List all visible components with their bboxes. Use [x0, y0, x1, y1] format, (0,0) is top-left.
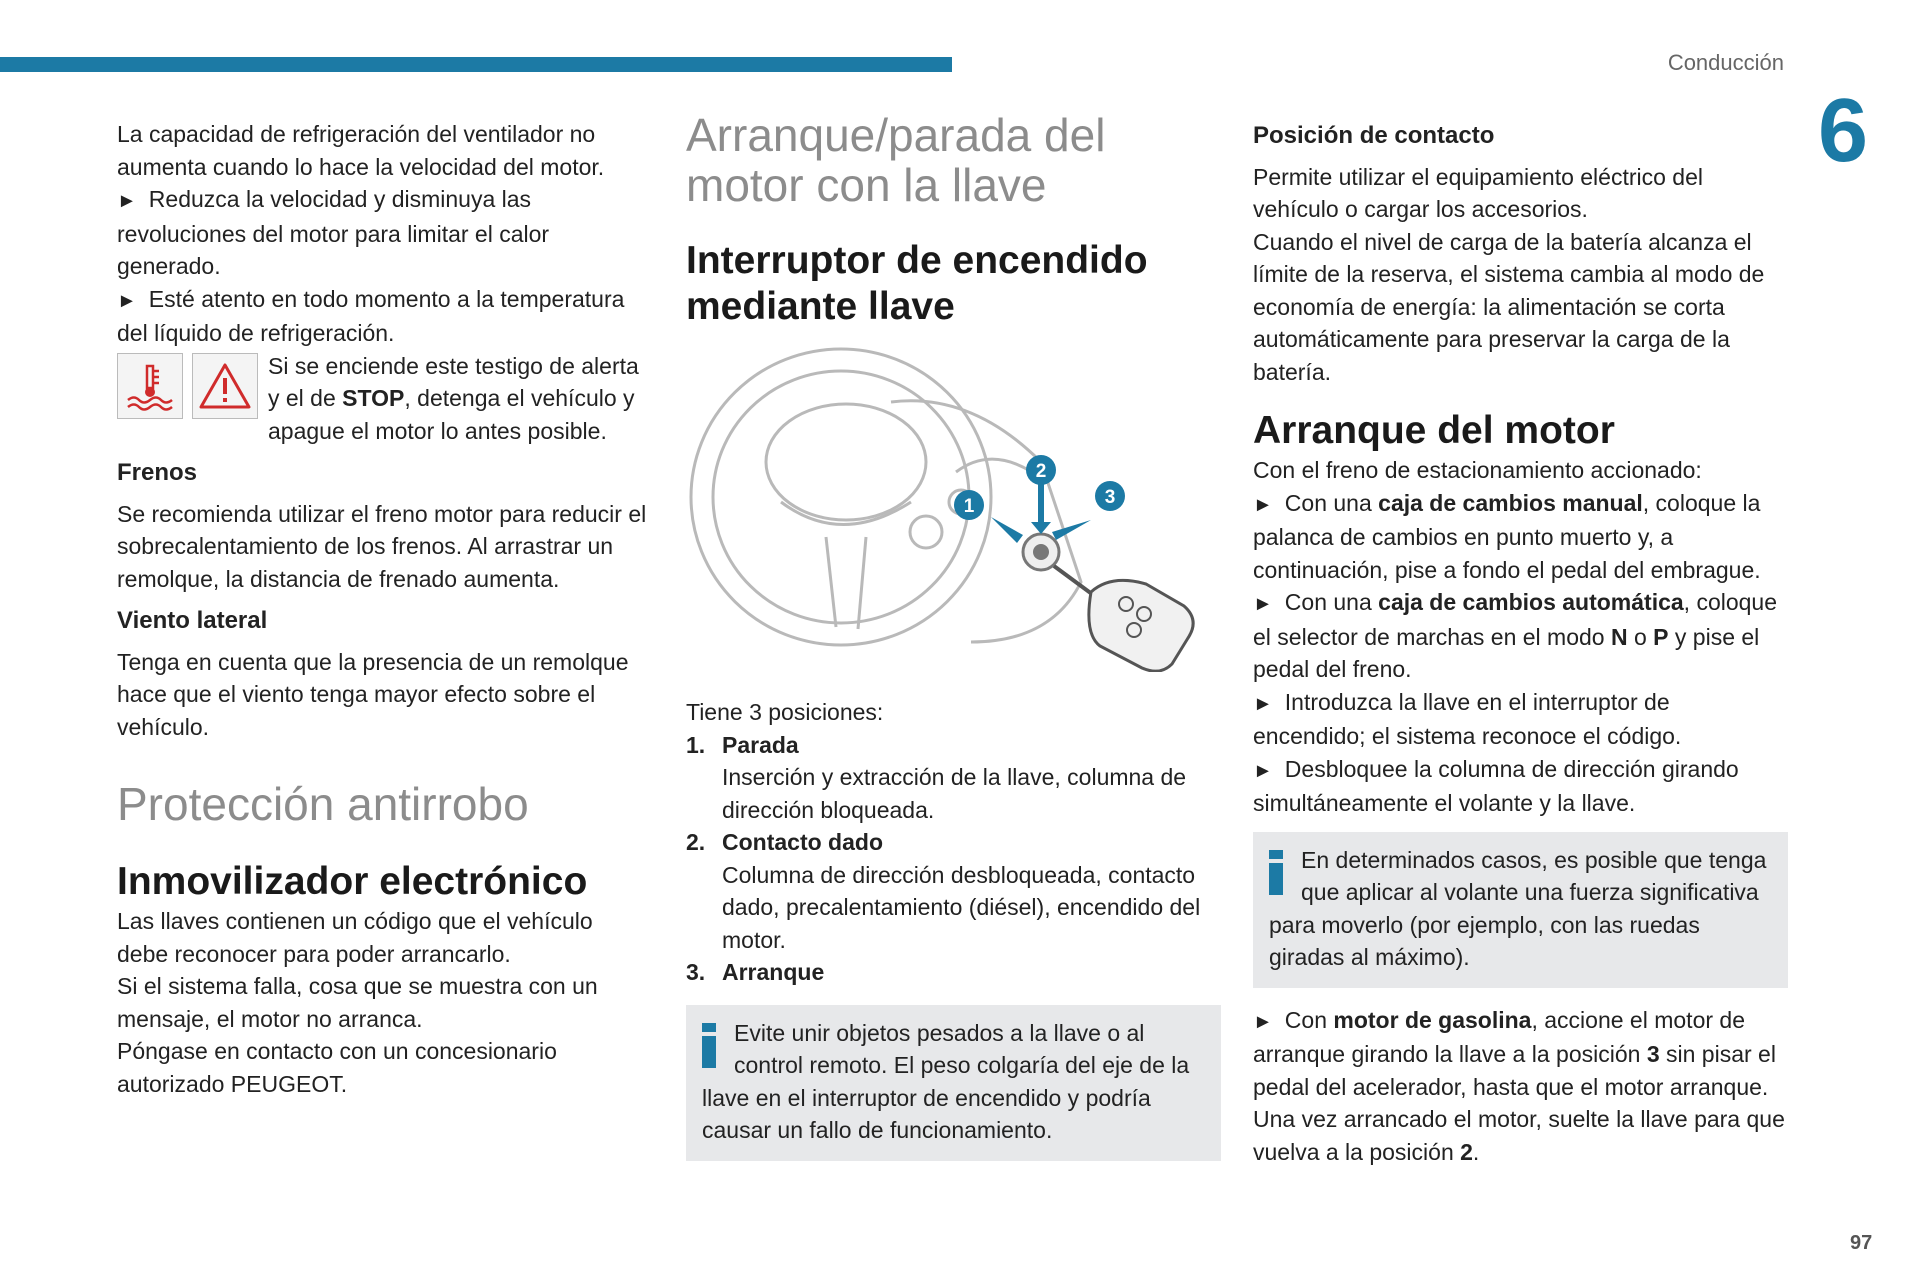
bullet-manual-gearbox: ► Con una caja de cambios manual, coloque la palanca de cambios en punto muerto y, a continuación, pise a fondo el pedal del embrague.: [1253, 487, 1788, 587]
inmovilizador-text-3: Póngase en contacto con un concesionario autorizado PEUGEOT.: [117, 1038, 557, 1097]
ignition-illustration: [686, 342, 1221, 672]
posicion-contacto-text-2: Cuando el nivel de carga de la batería alcanza el límite de la reserva, el sistema cambia al modo de economía de energía: la alimentación se corta automáticamente para preservar la carga de la batería.: [1253, 228, 1765, 385]
posicion-contacto-text-1: Permite utilizar el equipamiento eléctrico del vehículo o cargar los accesorios.: [1253, 163, 1703, 222]
callout-3-label: 3: [1104, 487, 1116, 508]
top-accent-bar: [0, 57, 952, 72]
info-text-key-weight: Evite unir objetos pesados a la llave o al control remoto. El peso colgaría del eje de la llave en el interruptor de encendido y podría causar un fallo de funcionamiento.: [702, 1019, 1190, 1143]
bullet-insert-key: ► Introduzca la llave en el interruptor de encendido; el sistema reconoce el código.: [1253, 686, 1788, 753]
callout-1-label: 1: [963, 496, 975, 517]
info-icon: [702, 1023, 720, 1068]
interruptor-title: Interruptor de encendido mediante llave: [686, 239, 1148, 328]
position-title: Contacto dado: [722, 829, 883, 855]
position-title: Arranque: [722, 959, 825, 985]
position-item: 3. Arranque: [686, 956, 1221, 989]
coolant-temperature-icon: [117, 353, 183, 419]
inmovilizador-text-2: Si el sistema falla, cosa que se muestra con un mensaje, el motor no arranca.: [117, 973, 598, 1032]
position-item: 2. Contacto dado Columna de dirección desbloqueada, contacto dado, precalentamiento (diésel), encendido del motor.: [686, 826, 1221, 956]
callout-3: [1095, 481, 1125, 511]
callout-2-label: 2: [1035, 461, 1047, 482]
warning-icons: [117, 353, 258, 419]
bullet-automatic-gearbox: ► Con una caja de cambios automática, coloque el selector de marchas en el modo N o P y pise el pedal del freno.: [1253, 586, 1788, 686]
page-number: 97: [1850, 1232, 1873, 1254]
column-left: [117, 118, 647, 1100]
frenos-title: Frenos: [117, 459, 198, 486]
proteccion-title: Protección antirrobo: [117, 778, 529, 830]
steering-wheel-key-drawing: [686, 342, 1221, 672]
alert-triangle-icon: [192, 353, 258, 419]
info-icon: [1269, 850, 1287, 895]
positions-intro: Tiene 3 posiciones:: [686, 699, 884, 725]
inmovilizador-title: Inmovilizador electrónico: [117, 860, 588, 903]
viento-text: Tenga en cuenta que la presencia de un remolque hace que el viento tenga mayor efecto sobre el vehículo.: [117, 648, 629, 740]
position-title: Parada: [722, 731, 799, 758]
callout-2: [1026, 455, 1056, 485]
warning-text: Si se enciende este testigo de alerta y el de STOP, detenga el vehículo y apague el motor lo antes posible.: [268, 352, 639, 444]
column-right: [1253, 120, 1788, 1168]
inmovilizador-text-1: Las llaves contienen un código que el vehículo debe reconocer para poder arrancarlo.: [117, 908, 593, 967]
posicion-contacto-title: Posición de contacto: [1253, 122, 1495, 149]
ignition-switch-icon: [1023, 534, 1096, 597]
positions-list: [686, 729, 1221, 989]
info-box-steering-force: [1253, 832, 1788, 988]
viento-title: Viento lateral: [117, 607, 268, 634]
direction-arrows: [991, 482, 1091, 543]
arranque-parada-title: Arranque/parada del motor con la llave: [686, 109, 1106, 211]
position-desc: Columna de dirección desbloqueada, contacto dado, precalentamiento (diésel), encendido del motor.: [722, 861, 1201, 953]
arranque-intro: Con el freno de estacionamiento accionado:: [1253, 457, 1702, 483]
cooling-paragraph: La capacidad de refrigeración del ventilador no aumenta cuando lo hace la velocidad del motor.: [117, 121, 605, 180]
remote-key-icon: [1089, 580, 1193, 671]
warning-row: [117, 350, 647, 448]
chapter-number: 6: [1818, 81, 1869, 181]
frenos-text: Se recomienda utilizar el freno motor para reducir el sobrecalentamiento de los frenos. Al arrastrar un remolque, la distancia de frenado aumenta.: [117, 500, 647, 592]
section-header: Conducción: [1667, 50, 1784, 75]
bullet-reduce-speed: ► Reduzca la velocidad y disminuya las revoluciones del motor para limitar el calor generado.: [117, 183, 647, 283]
bullet-unlock-steering: ► Desbloquee la columna de dirección girando simultáneamente el volante y la llave.: [1253, 753, 1788, 820]
position-desc: Inserción y extracción de la llave, columna de dirección bloqueada.: [722, 764, 1187, 823]
bullet-petrol-engine: ► Con motor de gasolina, accione el motor de arranque girando la llave a la posición 3 sin pisar el pedal del acelerador, hasta que el motor arranque. Una vez arrancado el motor, suelte la llave para que vuelva a la posición 2.: [1253, 1004, 1788, 1169]
arranque-motor-title: Arranque del motor: [1253, 409, 1615, 452]
bullet-watch-temperature: ► Esté atento en todo momento a la temperatura del líquido de refrigeración.: [117, 283, 647, 350]
column-middle: [686, 110, 1221, 1161]
position-item: 1. Parada Inserción y extracción de la llave, columna de dirección bloqueada.: [686, 729, 1221, 827]
info-text-steering-force: En determinados casos, es posible que tenga que aplicar al volante una fuerza significativa para moverlo (por ejemplo, con las ruedas giradas al máximo).: [1269, 846, 1767, 970]
callout-1: [954, 490, 984, 520]
info-box-key-weight: [686, 1005, 1221, 1161]
